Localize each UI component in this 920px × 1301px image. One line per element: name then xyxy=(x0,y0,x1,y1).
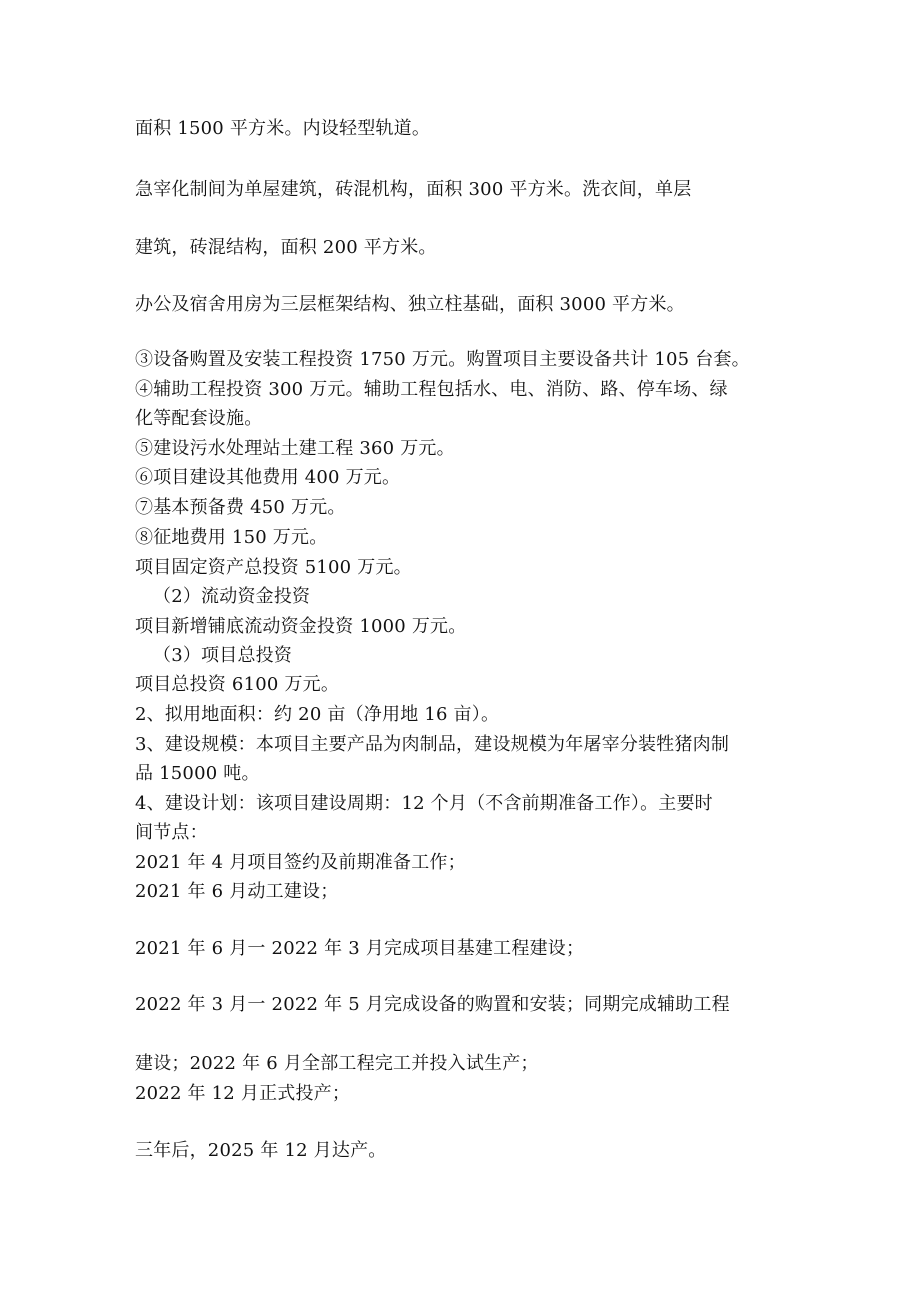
text-line-25: 2022 年 3 月一 2022 年 5 月完成设备的购置和安装；同期完成辅助工程 xyxy=(135,994,730,1015)
text-line-19: 品 15000 吨。 xyxy=(135,763,260,784)
section-heading-2: （2）流动资金投资 xyxy=(153,586,311,607)
text-line-3: 建筑，砖混结构，面积 200 平方米。 xyxy=(135,237,437,258)
text-line-2: 急宰化制间为单屋建筑，砖混机构，面积 300 平方米。洗衣间，单层 xyxy=(135,179,692,200)
text-line-10: ⑦基本预备费 450 万元。 xyxy=(135,497,346,518)
text-line-14: 项目新增铺底流动资金投资 1000 万元。 xyxy=(135,616,467,637)
text-line-4: 办公及宿舍用房为三层框架结构、独立柱基础，面积 3000 平方米。 xyxy=(135,294,685,315)
section-heading-3: （3）项目总投资 xyxy=(153,645,293,666)
text-line-20: 4、建设计划：该项目建设周期：12 个月（不含前期准备工作）。主要时 xyxy=(135,793,713,814)
text-line-26: 建设；2022 年 6 月全部工程完工并投入试生产； xyxy=(135,1053,539,1074)
text-line-17: 2、拟用地面积：约 20 亩（净用地 16 亩）。 xyxy=(135,704,500,725)
text-line-8: ⑤建设污水处理站土建工程 360 万元。 xyxy=(135,438,455,459)
text-line-21: 间节点： xyxy=(135,822,208,843)
text-line-5: ③设备购置及安装工程投资 1750 万元。购置项目主要设备共计 105 台套。 xyxy=(135,349,750,370)
text-line-9: ⑥项目建设其他费用 400 万元。 xyxy=(135,467,401,488)
text-line-18: 3、建设规模：本项目主要产品为肉制品，建设规模为年屠宰分装牲猪肉制 xyxy=(135,734,730,755)
text-line-24: 2021 年 6 月一 2022 年 3 月完成项目基建工程建设； xyxy=(135,938,585,959)
text-line-1: 面积 1500 平方米。内设轻型轨道。 xyxy=(135,118,431,139)
text-line-28: 三年后，2025 年 12 月达产。 xyxy=(135,1140,387,1161)
text-line-12: 项目固定资产总投资 5100 万元。 xyxy=(135,557,412,578)
text-line-7: 化等配套设施。 xyxy=(135,408,263,429)
text-line-22: 2021 年 4 月项目签约及前期准备工作； xyxy=(135,852,466,873)
text-line-6: ④辅助工程投资 300 万元。辅助工程包括水、电、消防、路、停车场、绿 xyxy=(135,379,728,400)
text-line-11: ⑧征地费用 150 万元。 xyxy=(135,527,328,548)
text-line-23: 2021 年 6 月动工建设； xyxy=(135,881,339,902)
text-line-27: 2022 年 12 月正式投产； xyxy=(135,1083,351,1104)
text-line-16: 项目总投资 6100 万元。 xyxy=(135,674,340,695)
